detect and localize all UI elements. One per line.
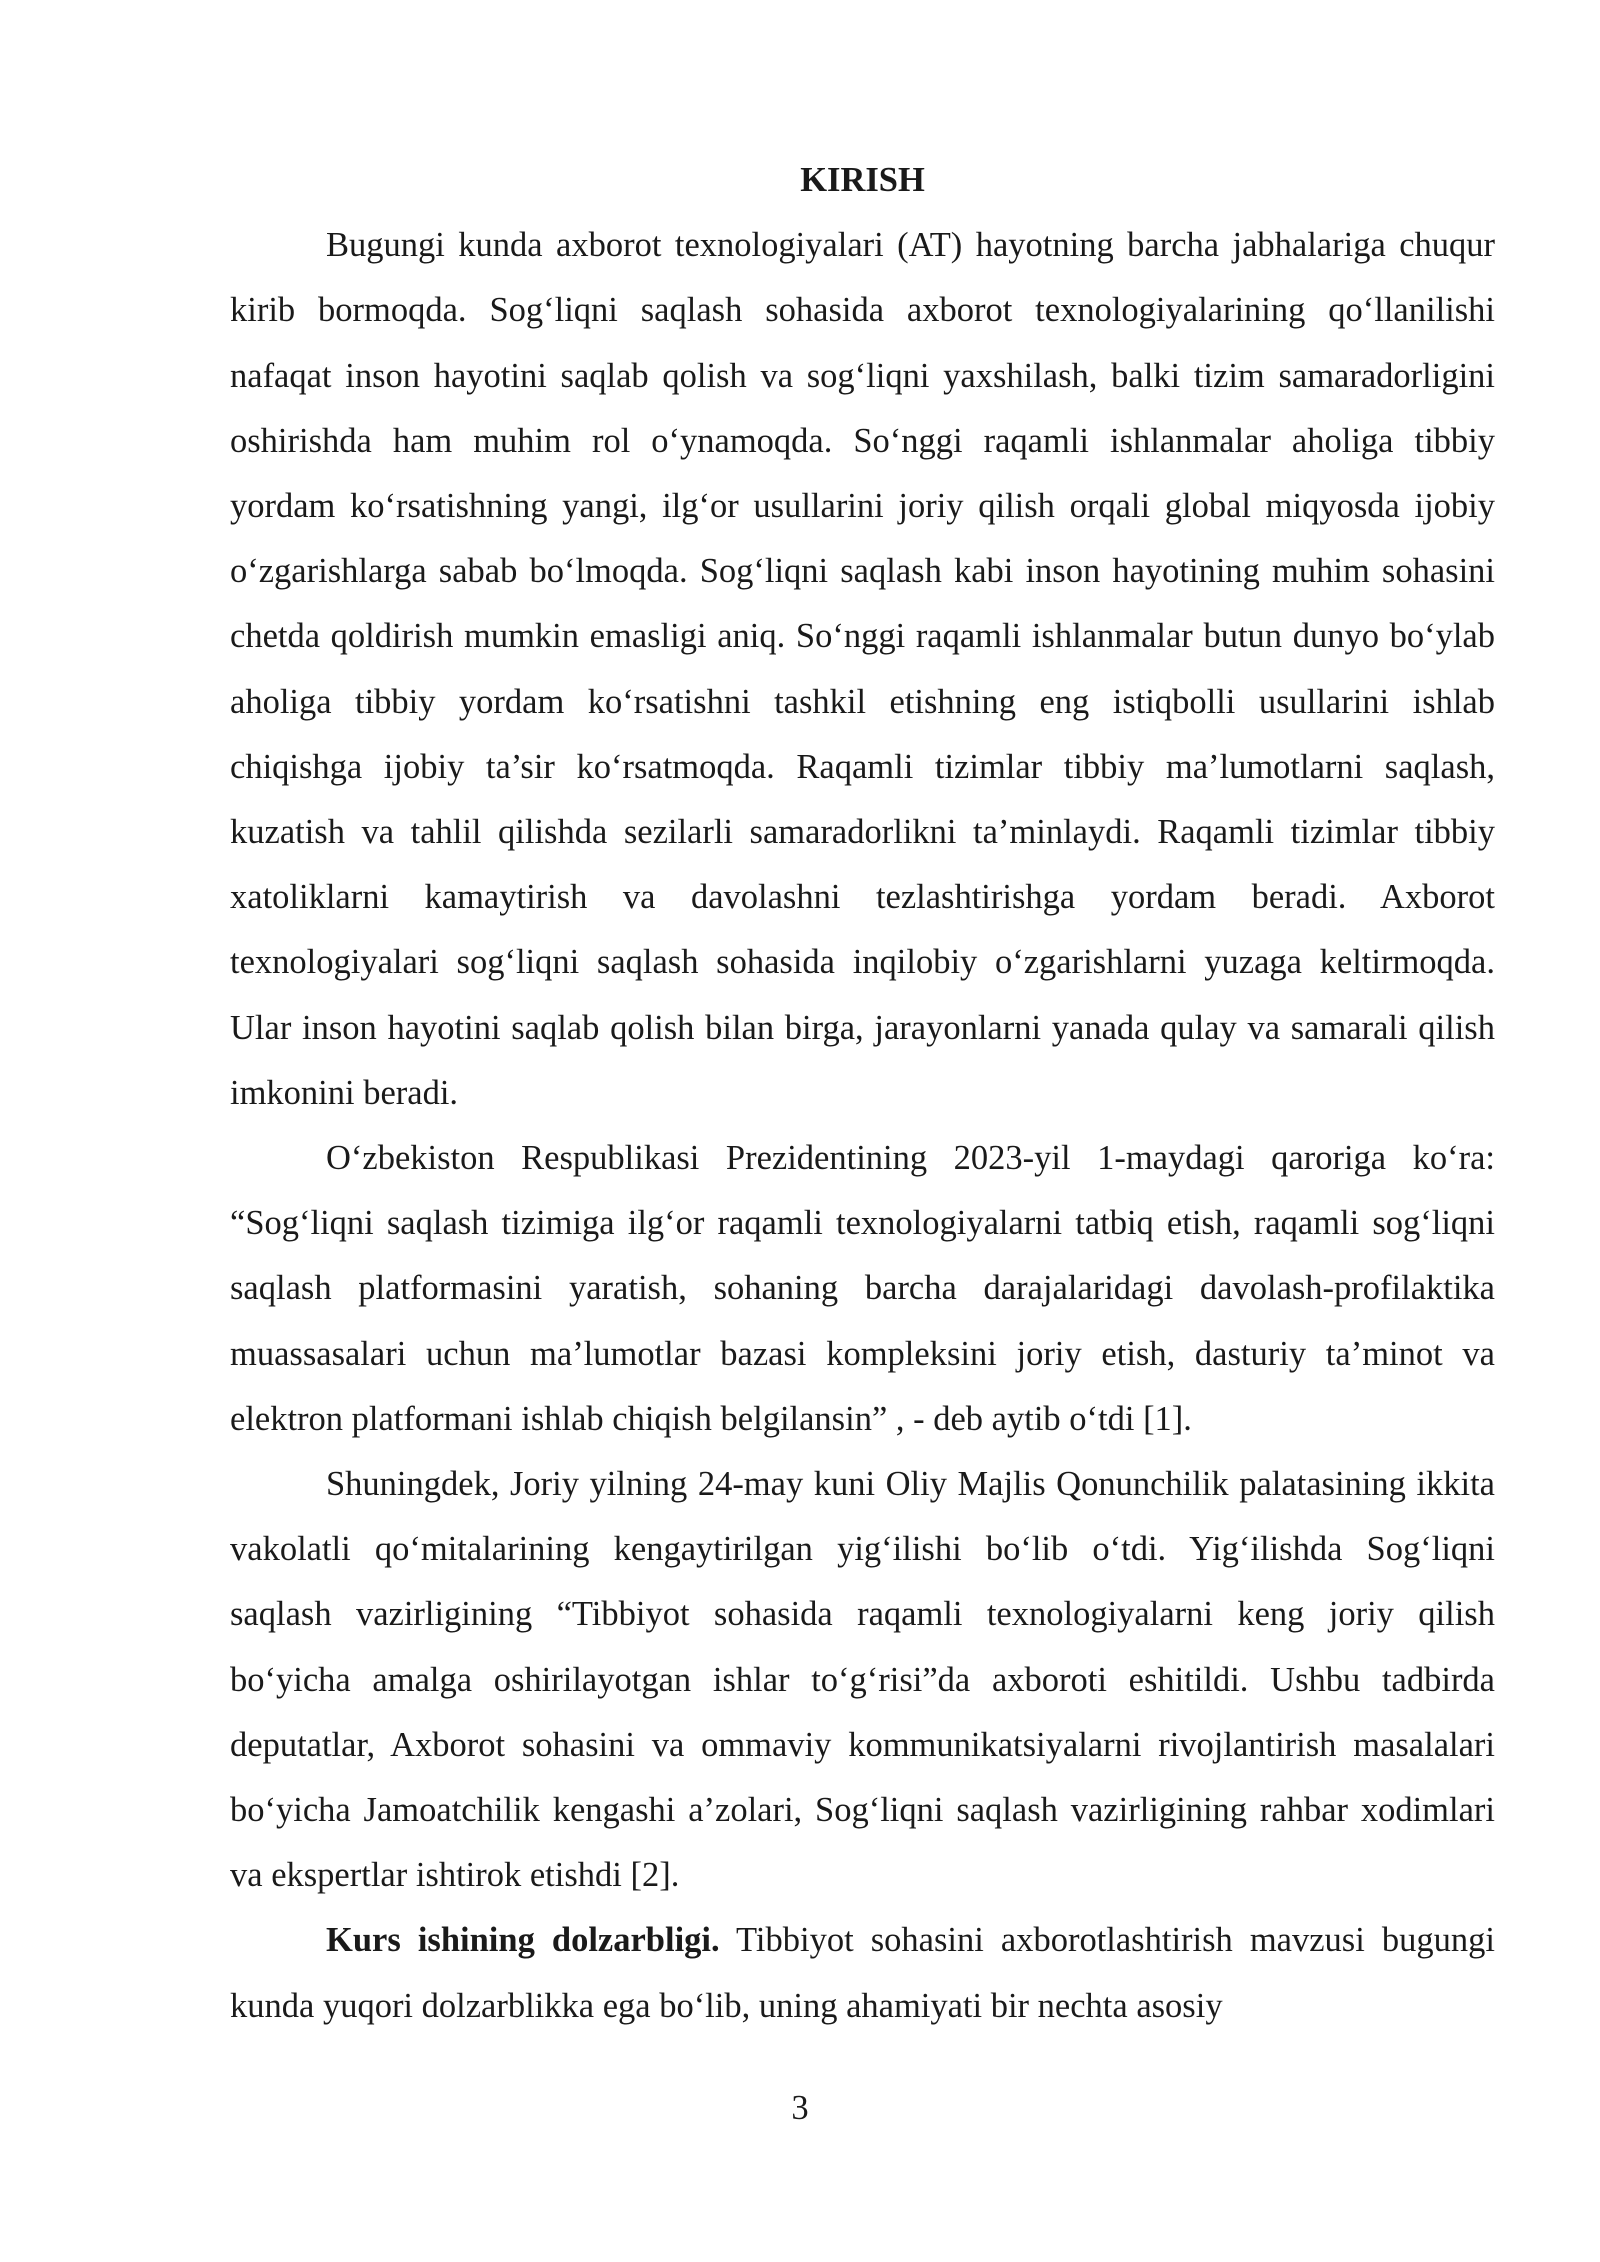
paragraph-text: Shuningdek, Joriy yilning 24-may kuni Oliy Majlis Qonunchilik palatasining ikkita vakolatli qo‘mitalarining kengaytirilgan yig‘ilishi bo‘lib o‘tdi. Yig‘ilishda Sog‘liqni saqlash vazirligining “Tibbiyot sohasida raqamli texnologiyalarni keng joriy qilish bo‘yicha amalga oshirilayotgan ishlar to‘g‘risi”da axboroti eshitildi. Ushbu tadbirda deputatlar, Axborot sohasini va ommaviy kommunikatsiyalarni rivojlantirish masalalari bo‘yicha Jamoatchilik kengashi a’zolari, Sog‘liqni saqlash vazirligining rahbar xodimlari va ekspertlar ishtirok etishdi [2].: [230, 1465, 1495, 1895]
paragraph-lead-heading: Kurs ishining dolzarbligi.: [326, 1921, 720, 1960]
page-number: 3: [791, 2089, 809, 2127]
paragraph-text: O‘zbekiston Respublikasi Prezidentining 2023-yil 1-maydagi qaroriga ko‘ra: “Sog‘liqni saqlash tizimiga ilg‘or raqamli texnologiyalarni tatbiq etish, raqamli sog‘liqni saqlash platformasini yaratish, sohaning barcha darajalaridagi davolash-profilaktika muassasalari uchun ma’lumotlar bazasi kompleksini joriy etish, dasturiy ta’minot va elektron platformani ishlab chiqish belgilansin” , - deb aytib o‘tdi [1].: [230, 1139, 1495, 1438]
paragraph-text: Bugungi kunda axborot texnologiyalari (AT) hayotning barcha jabhalariga chuqur kirib bormoqda. Sog‘liqni saqlash sohasida axborot texnologiyalarining qo‘llanilishi nafaqat inson hayotini saqlab qolish va sog‘liqni yaxshilash, balki tizim samaradorligini oshirishda ham muhim rol o‘ynamoqda. So‘nggi raqamli ishlanmalar aholiga tibbiy yordam ko‘rsatishning yangi, ilg‘or usullarini joriy qilish orqali global miqyosda ijobiy o‘zgarishlarga sabab bo‘lmoqda. Sog‘liqni saqlash kabi inson hayotining muhim sohasini chetda qoldirish mumkin emasligi aniq. So‘nggi raqamli ishlanmalar butun dunyo bo‘ylab aholiga tibbiy yordam ko‘rsatishni tashkil etishning eng istiqbolli usullarini ishlab chiqishga ijobiy ta’sir ko‘rsatmoqda. Raqamli tizimlar tibbiy ma’lumotlarni saqlash, kuzatish va tahlil qilishda sezilarli samaradorlikni ta’minlaydi. Raqamli tizimlar tibbiy xatoliklarni kamaytirish va davolashni tezlashtirishga yordam beradi. Axborot texnologiyalari sog‘liqni saqlash sohasida inqilobiy o‘zgarishlarni yuzaga keltirmoqda. Ular inson hayotini saqlab qolish bilan birga, jarayonlarni yanada qulay va samarali qilish imkonini beradi.: [230, 226, 1495, 1112]
paragraph-relevance: [230, 1908, 1495, 2038]
section-title: KIRISH: [800, 161, 925, 199]
paragraph-presidential-decree: [230, 1126, 1495, 1452]
paragraph-intro: [230, 213, 1495, 1126]
document-body: [230, 148, 1495, 2039]
paragraph-text: Tibbiyot sohasini axborotlashtirish mavzusi bugungi kunda yuqori dolzarblikka ega bo‘lib, uning ahamiyati bir nechta asosiy: [230, 1921, 1495, 2025]
paragraph-parliament-meeting: [230, 1452, 1495, 1908]
